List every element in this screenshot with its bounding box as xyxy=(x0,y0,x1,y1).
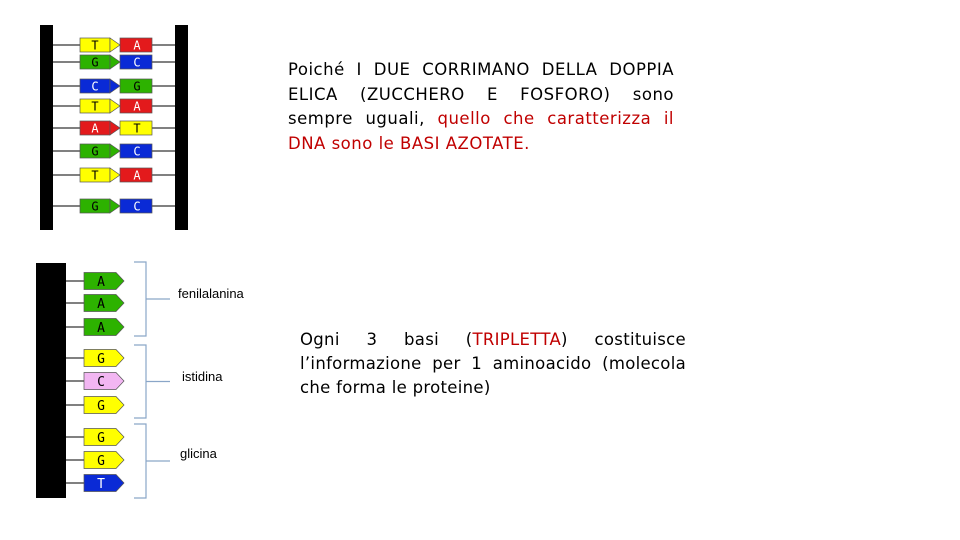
strand-base-label: G xyxy=(97,352,105,367)
codon-bracket xyxy=(134,424,146,498)
base-pair xyxy=(53,199,175,214)
base-joint xyxy=(110,99,120,113)
helix-left-rail xyxy=(40,25,53,230)
strand-base xyxy=(66,452,124,470)
base-label-left: G xyxy=(91,199,99,214)
strand-base-label: A xyxy=(97,297,105,312)
p2-text-start: Ogni 3 basi ( xyxy=(300,330,473,349)
base-pair xyxy=(53,144,175,159)
strand-base-label: G xyxy=(97,431,105,446)
strand-base xyxy=(66,475,124,493)
base-label-left: T xyxy=(91,38,99,53)
base-joint xyxy=(110,121,120,135)
helix-base-pairs xyxy=(53,38,175,214)
base-label-right: C xyxy=(133,55,141,70)
codon-label: fenilalanina xyxy=(178,286,244,301)
base-joint xyxy=(110,199,120,213)
base-label-left: C xyxy=(91,79,99,94)
strand-base-label: T xyxy=(97,477,105,492)
strand-base xyxy=(66,373,124,391)
strand-backbone xyxy=(36,263,66,498)
base-label-right: A xyxy=(133,99,141,114)
p1-text: Poiché I DUE CORRIMANO DELLA DOPPIA ELICA (ZUCCHERO E FOSFORO) sono sempre uguali, xyxy=(288,60,674,128)
strand-base-label: A xyxy=(97,275,105,290)
base-label-left: G xyxy=(91,144,99,159)
strand-base xyxy=(66,350,124,368)
base-pair xyxy=(53,99,175,114)
strand-base xyxy=(66,295,124,313)
codon-label: glicina xyxy=(180,446,217,461)
strand-base xyxy=(66,397,124,415)
base-label-left: T xyxy=(91,99,99,114)
paragraph-base-pairs xyxy=(288,58,674,156)
base-label-left: G xyxy=(91,55,99,70)
codon-istidina xyxy=(134,345,223,418)
codon-fenilalanina xyxy=(134,262,245,336)
base-pair xyxy=(53,55,175,70)
base-joint xyxy=(110,79,120,93)
base-pair xyxy=(53,121,175,136)
p2-highlight: TRIPLETTA xyxy=(472,330,562,349)
codon-label: istidina xyxy=(182,369,223,384)
strand-base xyxy=(66,319,124,337)
base-joint xyxy=(110,55,120,69)
codon-brackets xyxy=(134,262,245,498)
helix-right-rail xyxy=(175,25,188,230)
base-joint xyxy=(110,168,120,182)
base-label-right: C xyxy=(133,199,141,214)
base-label-right: A xyxy=(133,38,141,53)
base-pair xyxy=(53,168,175,183)
base-label-right: G xyxy=(133,79,141,94)
p1-highlight: quello che caratterizza il DNA sono le BASI AZOTATE. xyxy=(288,109,674,153)
base-joint xyxy=(110,144,120,158)
strand-base-label: C xyxy=(97,375,105,390)
strand-base-label: G xyxy=(97,399,105,414)
p2-text-end: ) costituisce l’informazione per 1 aminoacido (molecola che forma le proteine) xyxy=(300,330,686,397)
base-joint xyxy=(110,38,120,52)
strand-base-label: A xyxy=(97,321,105,336)
strand-bases xyxy=(66,273,124,493)
base-label-right: C xyxy=(133,144,141,159)
base-label-left: T xyxy=(91,168,99,183)
codon-bracket xyxy=(134,345,146,418)
codon-bracket xyxy=(134,262,146,336)
base-pair xyxy=(53,38,175,53)
base-label-left: A xyxy=(91,121,99,136)
codon-glicina xyxy=(134,424,218,498)
base-pair xyxy=(53,79,175,94)
base-label-right: A xyxy=(133,168,141,183)
base-label-right: T xyxy=(133,121,141,136)
strand-base-label: G xyxy=(97,454,105,469)
strand-base xyxy=(66,429,124,447)
paragraph-triplet xyxy=(300,328,686,400)
strand-base xyxy=(66,273,124,291)
